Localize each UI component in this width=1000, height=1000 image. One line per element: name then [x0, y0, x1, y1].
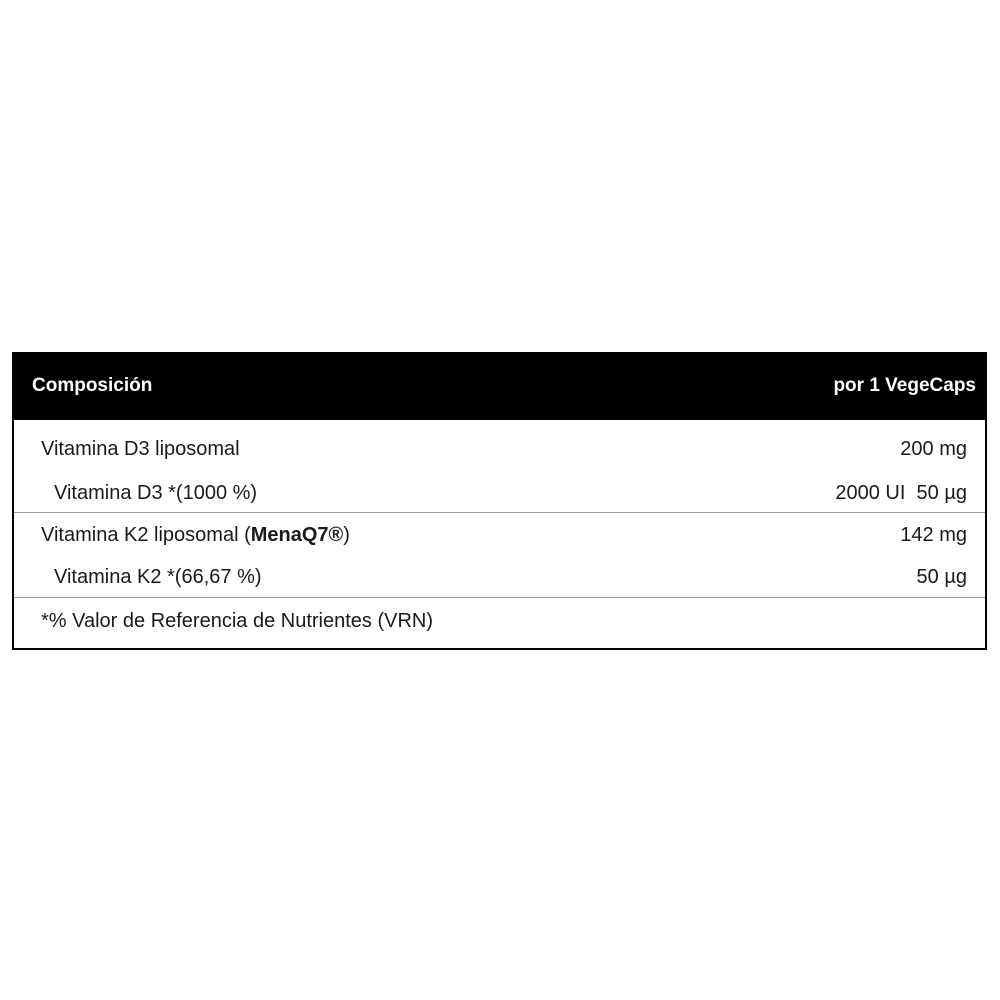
- composition-table: [12, 352, 987, 650]
- nrv-footnote: *% Valor de Referencia de Nutrientes (VRN): [41, 610, 434, 632]
- ingredient-name: Vitamina K2 *(66,67 %): [54, 566, 262, 588]
- ingredient-amount: 200 mg: [900, 438, 967, 460]
- ingredient-name-prefix: Vitamina K2 liposomal (: [41, 524, 251, 546]
- ingredient-name: [41, 524, 350, 547]
- ingredient-amount: 142 mg: [900, 524, 967, 546]
- table-header: [14, 354, 985, 420]
- header-composition-label: Composición: [32, 375, 153, 396]
- row-divider: [14, 597, 985, 598]
- ingredient-name: Vitamina D3 liposomal: [41, 438, 240, 460]
- row-divider: [14, 512, 985, 513]
- brand-name: MenaQ7®: [250, 524, 344, 546]
- ingredient-amount: 50 µg: [916, 566, 967, 588]
- ingredient-amount: 2000 UI 50 µg: [835, 482, 967, 504]
- ingredient-name: Vitamina D3 *(1000 %): [54, 482, 258, 504]
- header-serving-label: por 1 VegeCaps: [833, 375, 976, 396]
- ingredient-name-suffix: ): [343, 524, 350, 546]
